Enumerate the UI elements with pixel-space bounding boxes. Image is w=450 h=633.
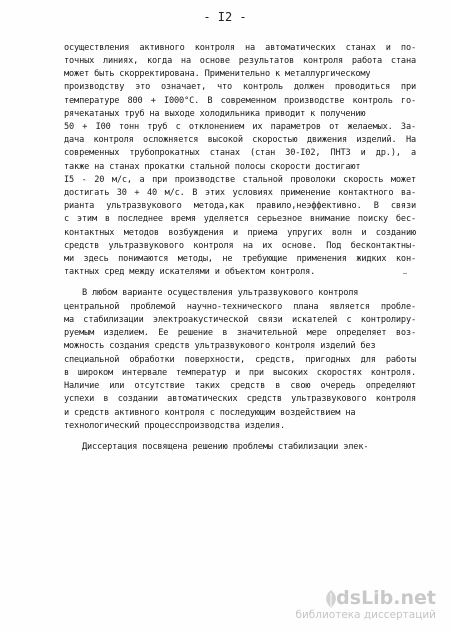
page-number: - I2 - — [203, 10, 247, 24]
text-line: Наличие или отсутствие таких средств в свою очередь определяют — [64, 381, 416, 391]
text-line: контактных методов возбуждения и приема упругих волн и созданию — [64, 228, 416, 238]
text-line: в широком интервале температур и при высоких скоростях контроля. — [64, 368, 416, 378]
text-line: производству это означает, что контроль должен проводиться при — [64, 82, 416, 92]
text-line: рячекатаных труб на выходе холодильника приводит к получению — [64, 109, 366, 119]
text-line: успехи в создании автоматических средств ультразвукового контроля — [64, 394, 416, 404]
text-line: рианта ультразвукового метода,как правило,неэффективно. В связи — [64, 201, 416, 211]
text-line: современных трубопрокатных станах (стан 30-I02, ПНТЗ и др.), а — [64, 148, 416, 158]
text-line: можность создания средств ультразвукового контроля изделий без — [64, 341, 376, 351]
margin-mark — [403, 273, 407, 274]
text-line: ми здесь понимаются методы, не требующие применения жидких кон- — [64, 254, 416, 264]
text-line: центральной проблемой научно-технического плана является пробле- — [64, 302, 416, 312]
text-line: температуре 800 + I000°С. В современном производстве контроль го- — [64, 96, 416, 106]
text-line: и средств активного контроля с последующим воздействием на — [64, 408, 356, 418]
text-line: также на станах прокатки стальной полосы скорости достигают — [64, 162, 361, 172]
text-line: 50 + I00 тонн труб с отклонением их параметров от желаемых. За- — [64, 122, 416, 132]
watermark — [286, 587, 436, 621]
text-line: специальной обработки поверхности, средств, пригодных для работы — [64, 355, 416, 365]
text-line: тактных сред между искателями и объектом контроля. — [64, 267, 316, 277]
text-line: достигать 30 + 40 м/с. В этих условиях применение контактного ва- — [64, 188, 416, 198]
text-line: точных линиях, когда на основе результатов контроля работа стана — [64, 56, 416, 66]
text-line: дача контроля осложняется высокой скоростью движения изделий. На — [64, 135, 416, 145]
text-line: ма стабилизации электроакустической связи искателей с контролиру- — [64, 315, 416, 325]
watermark-subtitle: библиотека диссертаций — [295, 609, 436, 621]
text-line: средств ультразвукового контроля на их основе. Под бесконтактны- — [64, 241, 416, 251]
text-line: I5 - 20 м/с, а при производстве стальной проволоки скорость может — [64, 175, 416, 185]
text-line: технологический процесспроизводства изделия. — [64, 421, 286, 431]
text-line: с этим в последнее время уделяется серьезное внимание поиску бес- — [64, 214, 416, 224]
watermark-logo: dsLib.net — [336, 587, 436, 609]
text-line: руемым изделием. Ее решение в значительной мере определяет воз- — [64, 328, 416, 338]
text-line: осуществления активного контроля на автоматических станах и по- — [64, 43, 416, 53]
text-line: Диссертация посвящена решению проблемы стабилизации элек- — [82, 442, 369, 452]
text-line: может быть скорректирована. Применительно к металлургическому — [64, 69, 371, 79]
text-line: В любом варианте осуществления ультразвукового контроля — [82, 288, 359, 298]
